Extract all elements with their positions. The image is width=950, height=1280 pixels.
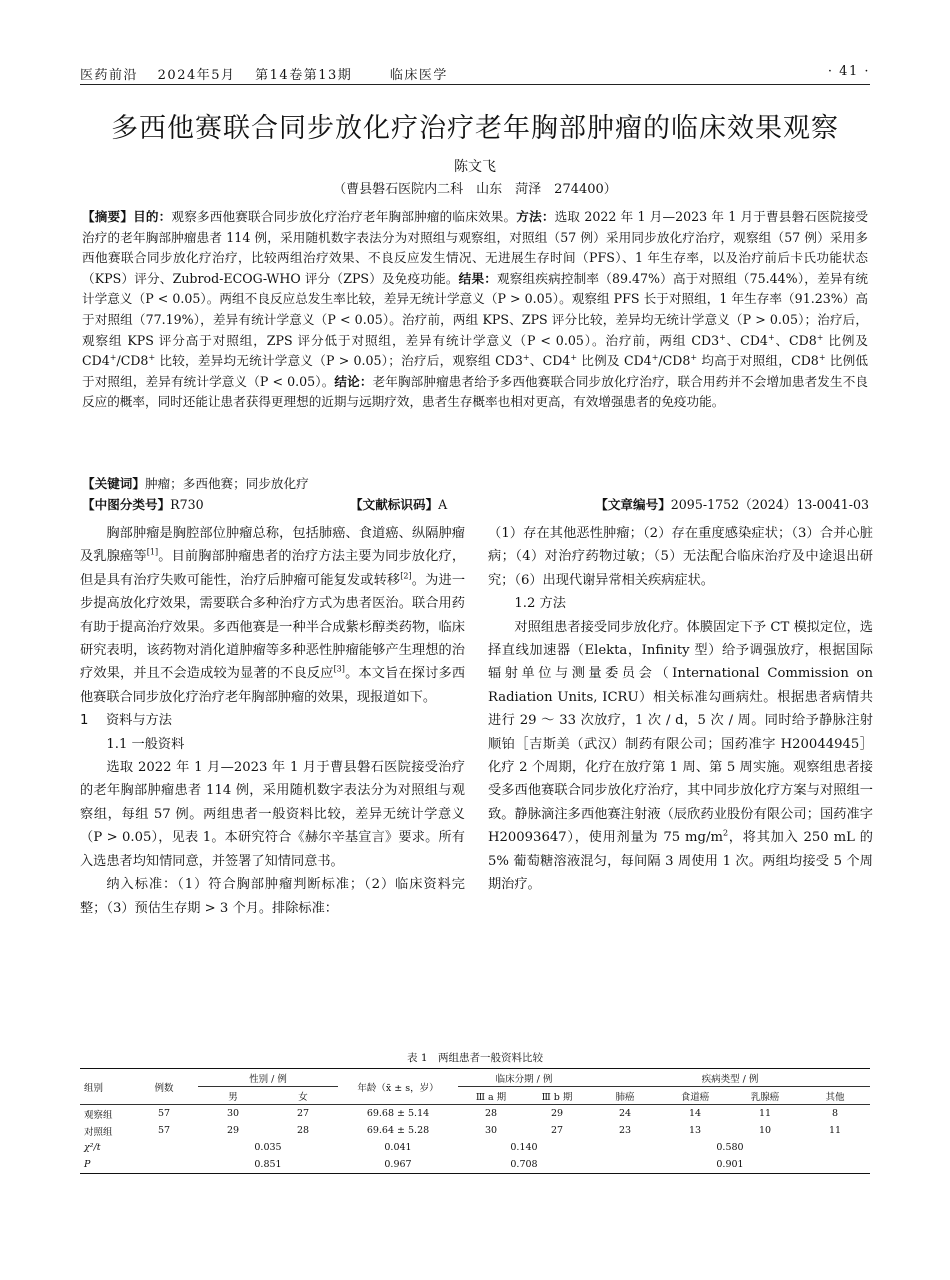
right-column — [488, 522, 873, 897]
keywords-text: 肿瘤；多西他赛；同步放化疗 — [144, 476, 309, 491]
header-section: 临床医学 — [389, 68, 448, 83]
article-title: 多西他赛联合同步放化疗治疗老年胸部肿瘤的临床效果观察 — [111, 113, 839, 144]
document-code: 【文献标识码】A — [350, 497, 448, 512]
conclusion-label: 结论： — [334, 373, 373, 389]
citation-1: [1] — [146, 548, 159, 558]
clc-number: 【中图分类号】R730 — [82, 497, 204, 512]
general-data-paragraph: 选取 2022 年 1 月—2023 年 1 月于曹县磐石医院接受治疗的老年胸部肿瘤患者 114 例，采用随机数字表法分为对照组与观察组，每组 57 例。两组患者一般资料比较，差异无统计学意义（P > 0.05），见表 1。本研究符合《赫尔辛基宣言》要求。所有入选患者均知情同意，并签署了知情同意书。 — [80, 760, 465, 869]
col-lung: 肺癌 — [590, 1087, 660, 1105]
col-female: 女 — [268, 1087, 338, 1105]
page-number: · 41 · — [827, 64, 870, 79]
abstract-result: 观察组疾病控制率（89.47%）高于对照组（75.44%），差异有统计学意义（P < 0.05）。两组不良反应总发生率比较，差异无统计学意义（P > 0.05）。观察组 PFS 长于对照组，1 年生存率（91.23%）高于对照组（77.19%），差异有统计学意义（P < 0.05）。治疗前，两组 KPS、ZPS 评分比较，差异均无统计学意义（P > 0.05）；治疗后，观察组 KPS 评分高于对照组，ZPS 评分低于对照组，差异有统计学意义（P < 0.05）。治疗前，两组 CD3+、CD4+、CD8+ 比例及 CD4+/CD8+ 比较，差异均无统计学意义（P > 0.05）；治疗后，观察组 CD3+、CD4+ 比例及 CD4+/CD8+ 均高于对照组，CD8+ 比例低于对照组，差异有统计学意义（P < 0.05）。 — [82, 270, 868, 389]
abstract — [82, 207, 868, 413]
header-volume: 第14卷第13期 — [255, 68, 353, 83]
col-stage-3a: Ⅲ a 期 — [458, 1087, 524, 1105]
table-1 — [80, 1068, 870, 1174]
col-esophageal: 食道癌 — [660, 1087, 730, 1105]
citation-3: [3] — [333, 665, 345, 675]
section-1-heading: 1 资料与方法 — [80, 713, 172, 729]
author: 陈文飞 — [454, 159, 496, 175]
header-date: 2024年5月 — [157, 68, 236, 83]
abstract-conclusion: 老年胸部肿瘤患者给予多西他赛联合同步放化疗治疗，联合用药并不会增加患者发生不良反应的概率，同时还能让患者获得更理想的近期与远期疗效，患者生存概率也相对更高，有效增强患者的免疫功能。 — [82, 373, 868, 410]
result-label: 结果： — [458, 270, 497, 286]
col-sex: 性别 / 例 — [198, 1069, 338, 1087]
left-column — [80, 522, 465, 920]
article-number: 【文章编号】2095-1752（2024）13-0041-03 — [595, 497, 869, 512]
affiliation: （曹县磐石医院内二科 山东 菏泽 274400） — [333, 182, 617, 197]
col-stage: 临床分期 / 例 — [458, 1069, 590, 1087]
intro-paragraph: 胸部肿瘤是胸腔部位肿瘤总称，包括肺癌、食道癌、纵隔肿瘤及乳腺癌等[1]。目前胸部肿瘤患者的治疗方法主要为同步放化疗，但是具有治疗失败可能性，治疗后肿瘤可能复发或转移[2]。为进一步提高放化疗效果，需要联合多种治疗方式为患者医治。联合用药有助于提高治疗效果。多西他赛是一种半合成紫杉醇类药物，临床研究表明，该药物对消化道肿瘤等多种恶性肿瘤能够产生理想的治疗效果，并且不会造成较为显著的不良反应[3]。本文旨在探讨多西他赛联合同步放化疗治疗老年胸部肿瘤的效果，现报道如下。 — [80, 526, 466, 705]
abstract-purpose: 观察多西他赛联合同步放化疗治疗老年胸部肿瘤的临床效果。 — [171, 209, 517, 224]
table-row-stat: χ²/t 0.035 0.041 0.140 0.580 — [84, 1142, 744, 1153]
citation-2: [2] — [400, 571, 412, 581]
col-male: 男 — [198, 1087, 268, 1105]
method-label: 方法： — [516, 209, 555, 224]
keywords-label: 【关键词】 — [82, 476, 145, 491]
col-type: 疾病类型 / 例 — [590, 1069, 870, 1087]
abstract-method: 选取 2022 年 1 月—2023 年 1 月于曹县磐石医院接受治疗的老年胸部肿瘤患者 114 例，采用随机数字表法分为对照组与观察组，对照组（57 例）采用同步放化疗治疗，观察组（57 例）采用多西他赛联合同步放化疗治疗，比较两组治疗效果、不良反应发生情况、无进展生存时间（PFS）、1 年生存率，以及治疗前后卡氏功能状态（KPS）评分、Zubrod-ECOG-WHO 评分（ZPS）及免疫功能。 — [82, 209, 869, 286]
abstract-label: 【摘要】 — [82, 209, 134, 224]
table-row: 观察组 57 30 27 69.68 ± 5.14 28 29 24 14 11 8 — [84, 1108, 839, 1121]
table-row: 对照组 57 29 28 69.64 ± 5.28 30 27 23 13 10 11 — [84, 1125, 842, 1138]
method-paragraph: 对照组患者接受同步放化疗。体膜固定下予 CT 模拟定位，选择直线加速器（Elekta，Infinity 型）给予调强放疗，根据国际辐射单位与测量委员会（International Commission on Radiation Units, ICRU）相关标准勾画病灶。根据患者病情共进行 29 ～ 33 次放疗，1 次 / d，5 次 / 周。同时给予静脉注射顺铂［吉斯美（武汉）制药有限公司；国药准字 H20044945］化疗 2 个周期，化疗在放疗第 1 周、第 5 周实施。观察组患者接受多西他赛联合同步放化疗治疗，其中同步放化疗方案与对照组一致。静脉滴注多西他赛注射液（辰欣药业股份有限公司；国药准字 H20093647），使用剂量为 75 $mg/m^2$，将其加入 250 mL 的 5% 葡萄糖溶液混匀，每间隔 3 周使用 1 次。两组均接受 5 个周期治疗。 — [488, 619, 873, 893]
running-header — [80, 58, 870, 85]
header-journal: 医药前沿 — [80, 68, 139, 83]
header-journal-info — [80, 64, 462, 83]
exclusion-paragraph: （1）存在其他恶性肿瘤；（2）存在重度感染症状；（3）合并心脏病；（4）对治疗药物过敏；（5）无法配合临床治疗及中途退出研究；（6）出现代谢异常相关疾病症状。 — [488, 526, 873, 588]
col-other: 其他 — [800, 1087, 870, 1105]
col-age: 年龄（x̄ ± s，岁） — [338, 1069, 458, 1105]
col-n: 例数 — [130, 1069, 198, 1105]
section-1-2-heading: 1.2 方法 — [514, 596, 566, 612]
purpose-label: 目的： — [133, 209, 172, 224]
col-stage-3b: Ⅲ b 期 — [524, 1087, 590, 1105]
keywords — [82, 473, 309, 492]
col-group: 组别 — [80, 1069, 130, 1105]
col-breast: 乳腺癌 — [730, 1087, 800, 1105]
table-row-p: P 0.851 0.967 0.708 0.901 — [80, 1156, 870, 1174]
inclusion-paragraph: 纳入标准：（1）符合胸部肿瘤判断标准；（2）临床资料完整；（3）预估生存期 > 3 个月。排除标准： — [80, 877, 465, 916]
table-1-caption: 表 1 两组患者一般资料比较 — [406, 1052, 544, 1064]
section-1-1-heading: 1.1 一般资料 — [106, 736, 185, 752]
